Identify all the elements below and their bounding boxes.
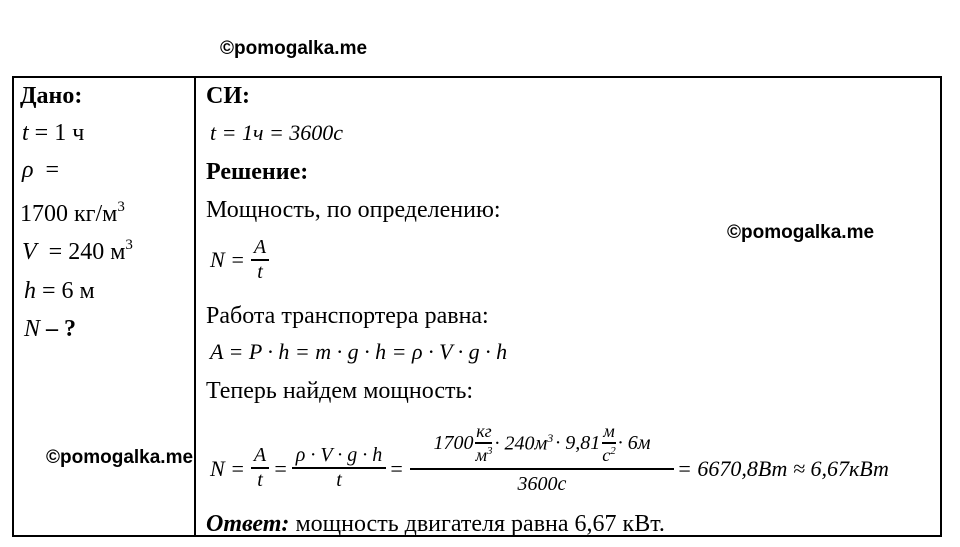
definition-lhs: N = [210,247,246,272]
work-formula: A = P · h = m · g · h = ρ · V · g · h [210,339,508,364]
given-density-value: 1700 $кг/м^3$ [20,199,125,227]
column-divider [194,76,196,537]
answer-line: Ответ: мощность двигателя равна 6,67 кВт. [206,511,665,537]
equals-sign: = [389,456,404,481]
final-result: = 6670,8Вт ≈ 6,67кВт [677,456,889,481]
watermark: ©pomogalka.me [727,222,875,243]
work-text: Работа транспортера равна: [206,303,489,329]
si-conversion: t = 1ч = 3600с [210,120,344,145]
given-density-label: ρ = [22,157,60,183]
unit-m-s2: $\frac{м}{с^2}$ [602,421,616,465]
si-heading: СИ: [206,83,250,109]
watermark: ©pomogalka.me [220,38,368,59]
given-unknown: N – ? [24,316,77,342]
final-fraction-a-t: A t [251,444,269,492]
unit-kg-m3: $\frac{кг}{м^3}$ [475,421,493,465]
equals-sign: = [273,456,288,481]
watermark: ©pomogalka.me [46,447,194,468]
final-fraction-numbers: 1700 $\frac{кг}{м^3}$ · $240м^3$ · 9,81 $\frac{м}{с^2}$ · 6м 3600с [410,418,674,496]
definition-fraction: A t [251,236,269,284]
given-time: t = 1 ч [22,120,85,146]
given-volume: V = 240 $м^3$ [22,237,133,265]
given-heading: Дано: [20,83,83,109]
final-fraction-rho: ρ · V · g · h t [292,444,386,492]
given-height: h = 6 м [24,278,95,304]
solution-heading: Решение: [206,159,309,185]
final-lhs: N = [210,456,246,481]
now-text: Теперь найдем мощность: [206,378,474,404]
definition-text: Мощность, по определению: [206,197,501,223]
